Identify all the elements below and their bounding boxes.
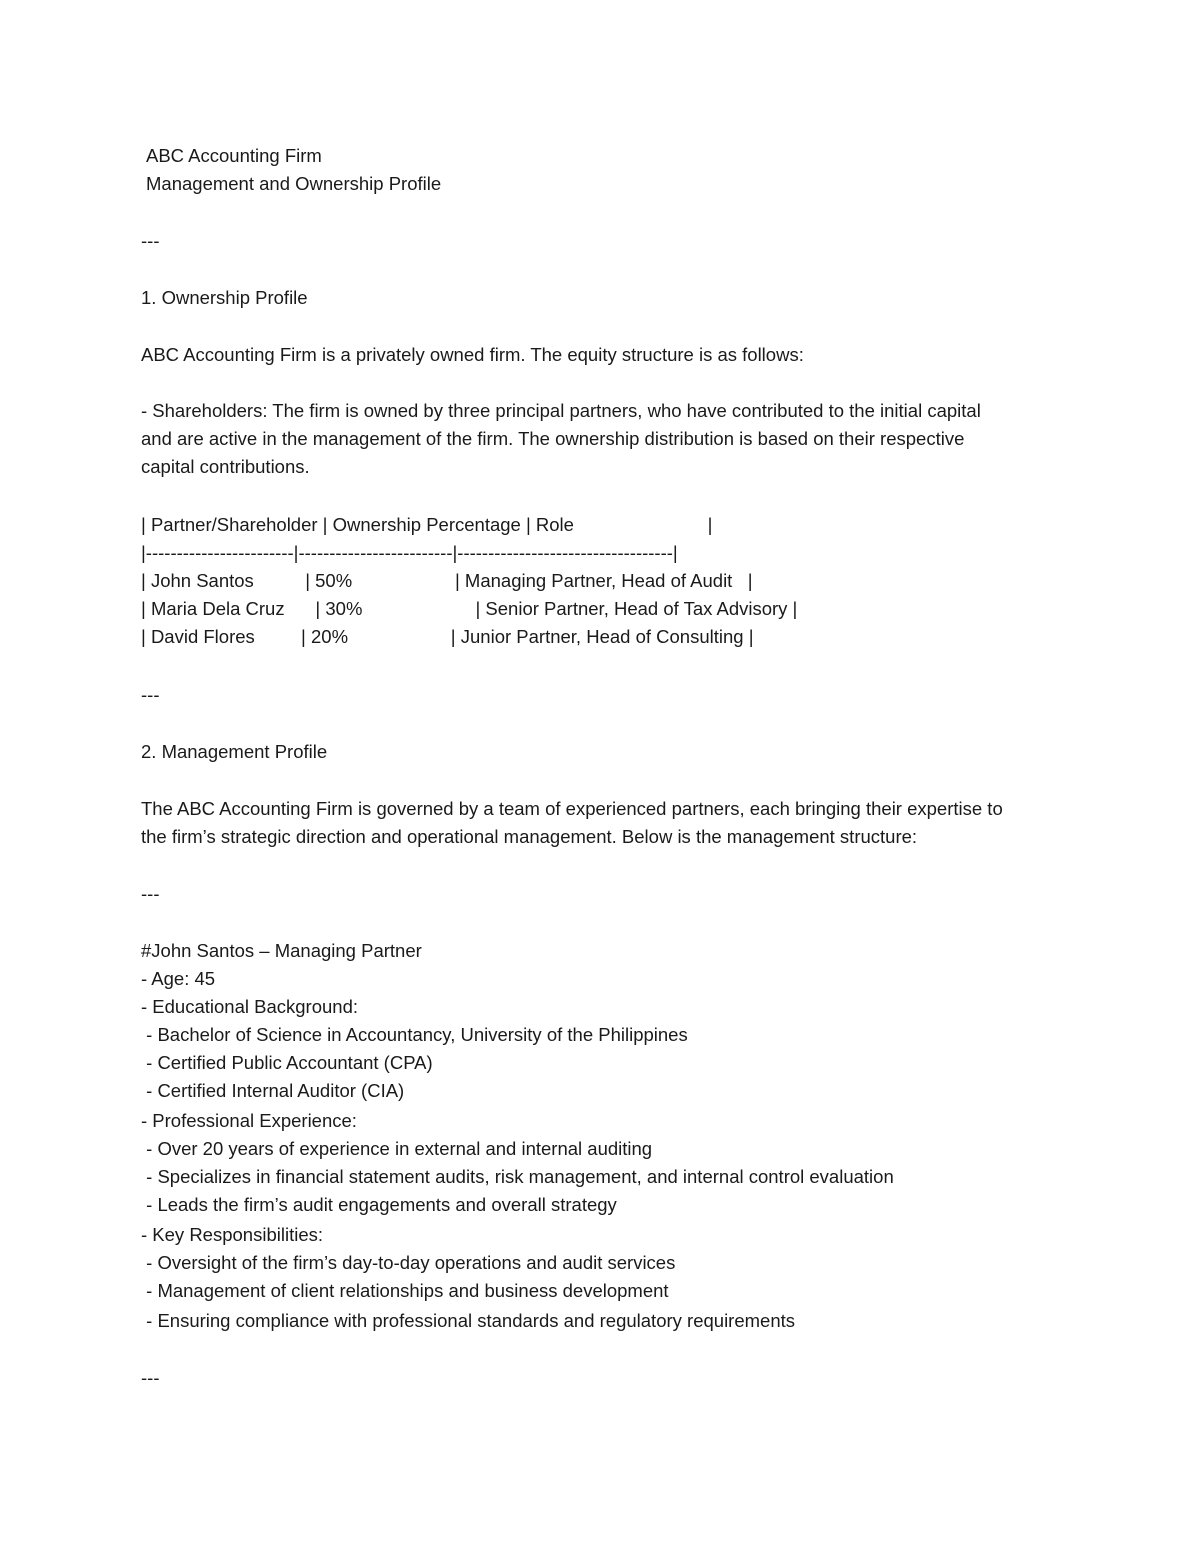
responsibilities-heading: - Key Responsibilities: [141,1224,323,1245]
ownership-table-divider: |------------------------|-------------------------|-----------------------------------| [141,542,678,563]
partner-age: - Age: 45 [141,968,216,989]
shareholders-text-line: - Shareholders: The firm is owned by three principal partners, who have contributed to the initial capital [141,400,981,421]
experience-heading: - Professional Experience: [141,1110,357,1131]
experience-item: - Specializes in financial statement audits, risk management, and internal control evaluation [141,1166,894,1187]
partner-title: #John Santos – Managing Partner [141,940,422,961]
separator: --- [141,684,160,705]
experience-item: - Over 20 years of experience in external and internal auditing [141,1138,653,1159]
shareholders-text-line: capital contributions. [141,456,310,477]
responsibility-item: - Oversight of the firm’s day-to-day operations and audit services [141,1252,676,1273]
document-title: Management and Ownership Profile [146,173,442,194]
education-item: - Certified Public Accountant (CPA) [141,1052,433,1073]
section-heading-ownership: 1. Ownership Profile [141,287,308,308]
responsibility-item: - Ensuring compliance with professional standards and regulatory requirements [141,1310,796,1331]
firm-name: ABC Accounting Firm [146,145,322,166]
shareholders-text-line: and are active in the management of the firm. The ownership distribution is based on their respective [141,428,965,449]
separator: --- [141,883,160,904]
management-intro-line: the firm’s strategic direction and operational management. Below is the management structure: [141,826,918,847]
management-intro-line: The ABC Accounting Firm is governed by a team of experienced partners, each bringing their expertise to [141,798,1003,819]
separator: --- [141,1367,160,1388]
responsibility-item: - Management of client relationships and business development [141,1280,669,1301]
experience-item: - Leads the firm’s audit engagements and overall strategy [141,1194,617,1215]
separator: --- [141,230,160,251]
education-item: - Certified Internal Auditor (CIA) [141,1080,405,1101]
ownership-table-row: | David Flores | 20% | Junior Partner, Head of Consulting | [141,626,754,647]
ownership-intro: ABC Accounting Firm is a privately owned firm. The equity structure is as follows: [141,344,804,365]
ownership-table-row: | Maria Dela Cruz | 30% | Senior Partner, Head of Tax Advisory | [141,598,798,619]
education-heading: - Educational Background: [141,996,358,1017]
section-heading-management: 2. Management Profile [141,741,328,762]
ownership-table-header: | Partner/Shareholder | Ownership Percentage | Role | [141,514,713,535]
education-item: - Bachelor of Science in Accountancy, University of the Philippines [141,1024,688,1045]
ownership-table-row: | John Santos | 50% | Managing Partner, Head of Audit | [141,570,753,591]
